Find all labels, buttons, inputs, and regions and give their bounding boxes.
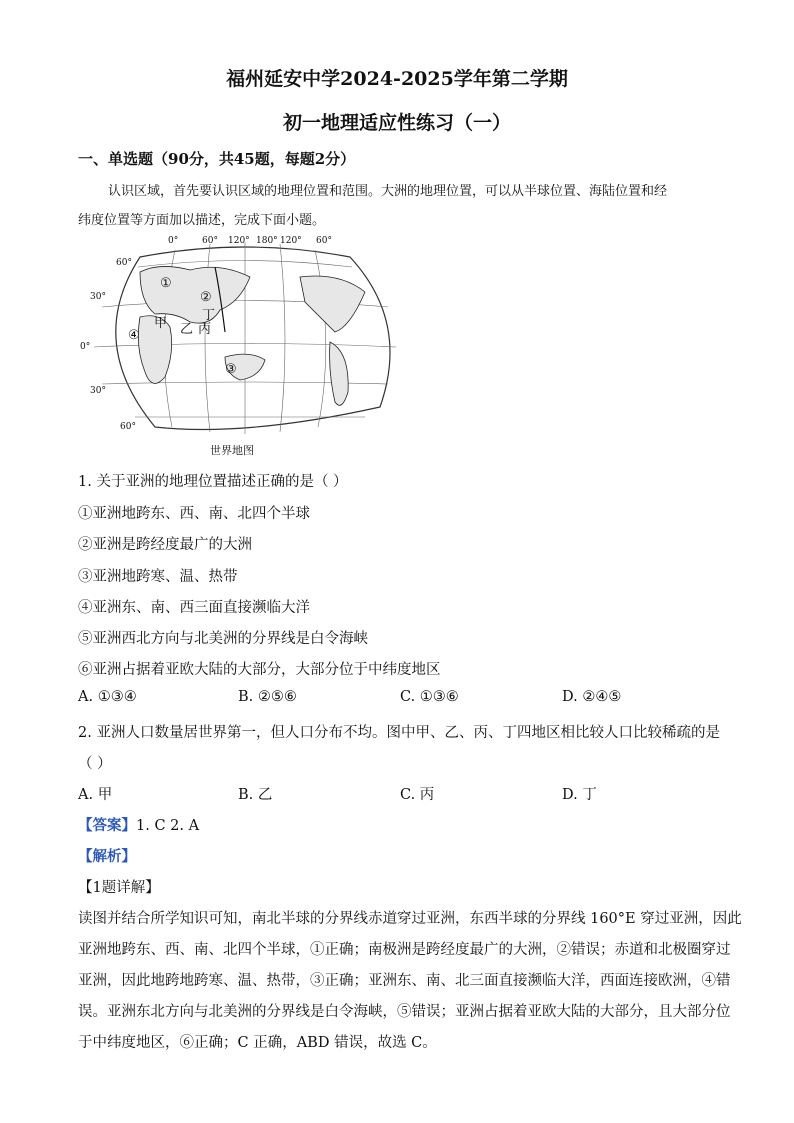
q1-stem: 1. 关于亚洲的地理位置描述正确的是（ ） xyxy=(78,474,348,490)
q1-option-b: B. ②⑤⑥ xyxy=(238,689,297,705)
lon-label-120e: 120° xyxy=(228,236,250,246)
region-label-3: ③ xyxy=(225,362,237,377)
q1-statement: ⑥亚洲占据着亚欧大陆的大部分，大部分位于中纬度地区 xyxy=(78,662,441,678)
detail-line: 亚洲，因此地跨地跨寒、温、热带，③正确；亚洲东、南、北三面直接濒临大洋，西面连接欧洲，④错 xyxy=(78,973,731,989)
q1-statement: ③亚洲地跨寒、温、热带 xyxy=(78,569,238,585)
q1-statement: ②亚洲是跨经度最广的大洲 xyxy=(78,537,252,553)
q1-option-c: C. ①③⑥ xyxy=(400,689,459,705)
lon-label-60e: 60° xyxy=(202,236,218,246)
q2-stem: 2. 亚洲人口数量居世界第一，但人口分布不均。图中甲、乙、丙、丁四地区相比较人口比较稀疏的是 xyxy=(78,725,720,741)
lat-label-30s: 30° xyxy=(90,386,106,396)
doc-title: 福州延安中学2024-2025学年第二学期 xyxy=(226,68,568,90)
intro-line-1: 认识区域，首先要认识区域的地理位置和范围。大洲的地理位置，可以从半球位置、海陆位置和经 xyxy=(108,184,668,199)
q1-option-d: D. ②④⑤ xyxy=(562,689,622,705)
map-caption: 世界地图 xyxy=(210,444,254,457)
region-label-2: ② xyxy=(200,290,212,305)
q2-blank: （ ） xyxy=(78,756,112,772)
region-label-1: ① xyxy=(160,276,172,291)
answer-line xyxy=(78,814,199,835)
lat-label-60n: 60° xyxy=(116,258,132,268)
region-label-jia: 甲 xyxy=(154,316,168,331)
lat-label-30n: 30° xyxy=(90,292,106,302)
q2-option-d: D. 丁 xyxy=(562,787,597,803)
lon-label-180: 180° xyxy=(256,236,278,246)
detail-line: 于中纬度地区，⑥正确；C 正确，ABD 错误，故选 C。 xyxy=(78,1035,437,1051)
region-label-yi: 乙 xyxy=(180,322,194,337)
detail-line: 亚洲地跨东、西、南、北四个半球，①正确；南极洲是跨经度最广的大洲，②错误；赤道和北极圈穿过 xyxy=(78,942,731,958)
q1-statement: ④亚洲东、南、西三面直接濒临大洋 xyxy=(78,600,310,616)
q1-statement: ⑤亚洲西北方向与北美洲的分界线是白令海峡 xyxy=(78,631,368,647)
q1-statement: ①亚洲地跨东、西、南、北四个半球 xyxy=(78,506,310,522)
answer-text: 1. C 2. A xyxy=(136,818,200,834)
lon-label-60w: 60° xyxy=(316,236,332,246)
detail-heading: 【1题详解】 xyxy=(78,880,160,896)
detail-line: 误。亚洲东北方向与北美洲的分界线是白令海峡，⑤错误；亚洲占据着亚欧大陆的大部分，且大部分位 xyxy=(78,1004,731,1020)
region-label-4: ④ xyxy=(128,328,140,343)
q1-option-a: A. ①③④ xyxy=(78,689,137,705)
q2-option-c: C. 丙 xyxy=(400,787,435,803)
doc-subtitle: 初一地理适应性练习（一） xyxy=(282,112,511,134)
q2-option-b: B. 乙 xyxy=(238,787,273,803)
lat-label-60s: 60° xyxy=(120,422,136,432)
lon-label-0: 0° xyxy=(168,236,179,246)
section-heading: 一、单选题（90分，共45题，每题2分） xyxy=(78,150,356,168)
world-map xyxy=(80,232,410,462)
region-label-ding: 丁 xyxy=(202,308,216,323)
answer-tag: 【答案】 xyxy=(78,817,136,834)
analysis-tag: 【解析】 xyxy=(78,848,136,865)
intro-line-2: 纬度位置等方面加以描述，完成下面小题。 xyxy=(78,213,326,228)
lat-label-0: 0° xyxy=(80,342,91,352)
lon-label-120w: 120° xyxy=(280,236,302,246)
q2-option-a: A. 甲 xyxy=(78,787,113,803)
region-label-bing: 丙 xyxy=(198,322,212,337)
detail-line: 读图并结合所学知识可知，南北半球的分界线赤道穿过亚洲，东西半球的分界线 160°E 穿过亚洲，因此 xyxy=(78,911,742,927)
